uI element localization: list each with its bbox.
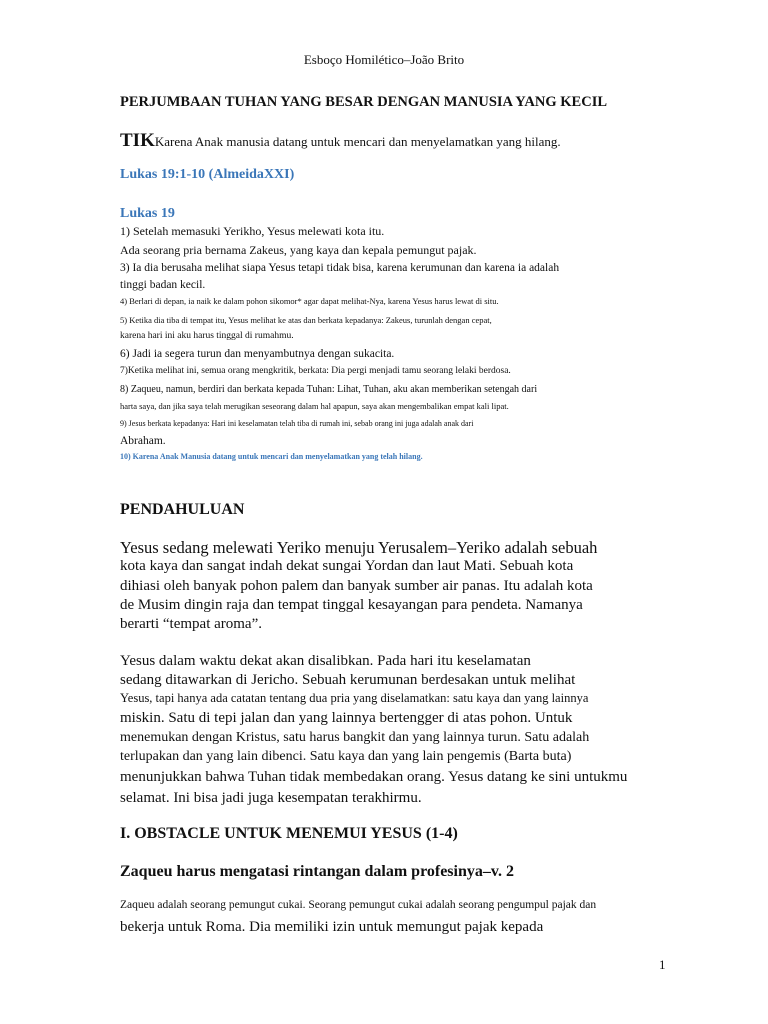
verse-line: 6) Jadi ia segera turun dan menyambutnya dengan sukacita. — [120, 348, 395, 360]
intro-line: Yesus, tapi hanya ada catatan tentang dua pria yang diselamatkan: satu kaya dan yang lainnya — [120, 691, 589, 705]
verse-line: tinggi badan kecil. — [120, 279, 206, 291]
verse-line: 7)Ketika melihat ini, semua orang mengkritik, berkata: Dia pergi menjadi tamu seorang lelaki berdosa. — [120, 366, 511, 376]
verse-line: Ada seorang pria bernama Zakeus, yang kaya dan kepala pemungut pajak. — [120, 243, 477, 257]
section-subheading: Zaqueu harus mengatasi rintangan dalam profesinya–v. 2 — [120, 863, 514, 880]
body-line: Zaqueu adalah seorang pemungut cukai. Seorang pemungut cukai adalah seorang pengumpul pajak dan — [120, 899, 597, 911]
verse-line: 1) Setelah memasuki Yerikho, Yesus melewati kota itu. — [120, 224, 385, 238]
intro-line: dihiasi oleh banyak pohon palem dan banyak sumber air panas. Itu adalah kota — [120, 578, 593, 594]
verse-line: harta saya, dan jika saya telah merugikan seseorang dalam hal apapun, saya akan mengembalikan empat kali lipat. — [120, 401, 509, 411]
tik-line — [120, 130, 561, 152]
page-header: Esboço Homilético–João Brito — [303, 52, 465, 67]
sermon-title: PERJUMBAAN TUHAN YANG BESAR DENGAN MANUSIA YANG KECIL — [120, 94, 608, 110]
intro-line: menunjukkan bahwa Tuhan tidak membedakan orang. Yesus datang ke sini untukmu — [120, 769, 628, 785]
verse-line: 9) Jesus berkata kepadanya: Hari ini keselamatan telah tiba di rumah ini, sebab orang ini juga adalah anak dari — [120, 419, 474, 428]
tik-text: Karena Anak manusia datang untuk mencari dan menyelamatkan yang hilang. — [154, 134, 561, 149]
tik-label: TIK — [120, 130, 155, 151]
page-number: 1 — [659, 957, 666, 972]
scripture-reference: Lukas 19:1-10 (AlmeidaXXI) — [120, 167, 295, 182]
verse-line: Abraham. — [120, 435, 166, 447]
intro-line: miskin. Satu di tepi jalan dan yang lainnya bertengger di atas pohon. Untuk — [120, 710, 573, 726]
intro-line: kota kaya dan sangat indah dekat sungai Yordan dan laut Mati. Sebuah kota — [120, 558, 574, 574]
verse-line: 3) Ia dia berusaha melihat siapa Yesus tetapi tidak bisa, karena kerumunan dan karena ia adalah — [120, 262, 560, 274]
intro-line: Yesus sedang melewati Yeriko menuju Yerusalem–Yeriko adalah sebuah — [120, 538, 598, 557]
intro-line: Yesus dalam waktu dekat akan disalibkan. Pada hari itu keselamatan — [120, 653, 531, 669]
intro-line: selamat. Ini bisa jadi juga kesempatan terakhirmu. — [120, 790, 422, 806]
verse-line-highlight: 10) Karena Anak Manusia datang untuk mencari dan menyelamatkan yang telah hilang. — [120, 452, 423, 461]
verse-line: 5) Ketika dia tiba di tempat itu, Yesus melihat ke atas dan berkata kepadanya: Zakeus, turunlah dengan cepat, — [120, 315, 492, 325]
intro-line: berarti “tempat aroma”. — [120, 616, 263, 632]
intro-line: de Musim dingin raja dan tempat tinggal kesayangan para pendeta. Namanya — [120, 597, 583, 613]
verse-line: 4) Berlari di depan, ia naik ke dalam pohon sikomor* agar dapat melihat-Nya, karena Yesus harus lewat di situ. — [120, 296, 499, 306]
intro-line: terlupakan dan yang lain dibenci. Satu kaya dan yang lain pengemis (Barta buta) — [120, 749, 572, 764]
body-line: bekerja untuk Roma. Dia memiliki izin untuk memungut pajak kepada — [120, 919, 544, 935]
intro-line: sedang ditawarkan di Jericho. Sebuah kerumunan berdesakan untuk melihat — [120, 672, 576, 688]
intro-line: menemukan dengan Kristus, satu harus bangkit dan yang lainnya turun. Satu adalah — [120, 730, 590, 745]
section-heading: I. OBSTACLE UNTUK MENEMUI YESUS (1-4) — [120, 825, 458, 842]
verse-line: karena hari ini aku harus tinggal di rumahmu. — [120, 331, 294, 341]
chapter-heading: Lukas 19 — [120, 206, 175, 221]
intro-heading: PENDAHULUAN — [120, 501, 245, 518]
verse-line: 8) Zaqueu, namun, berdiri dan berkata kepada Tuhan: Lihat, Tuhan, aku akan memberikan setengah dari — [120, 384, 538, 395]
